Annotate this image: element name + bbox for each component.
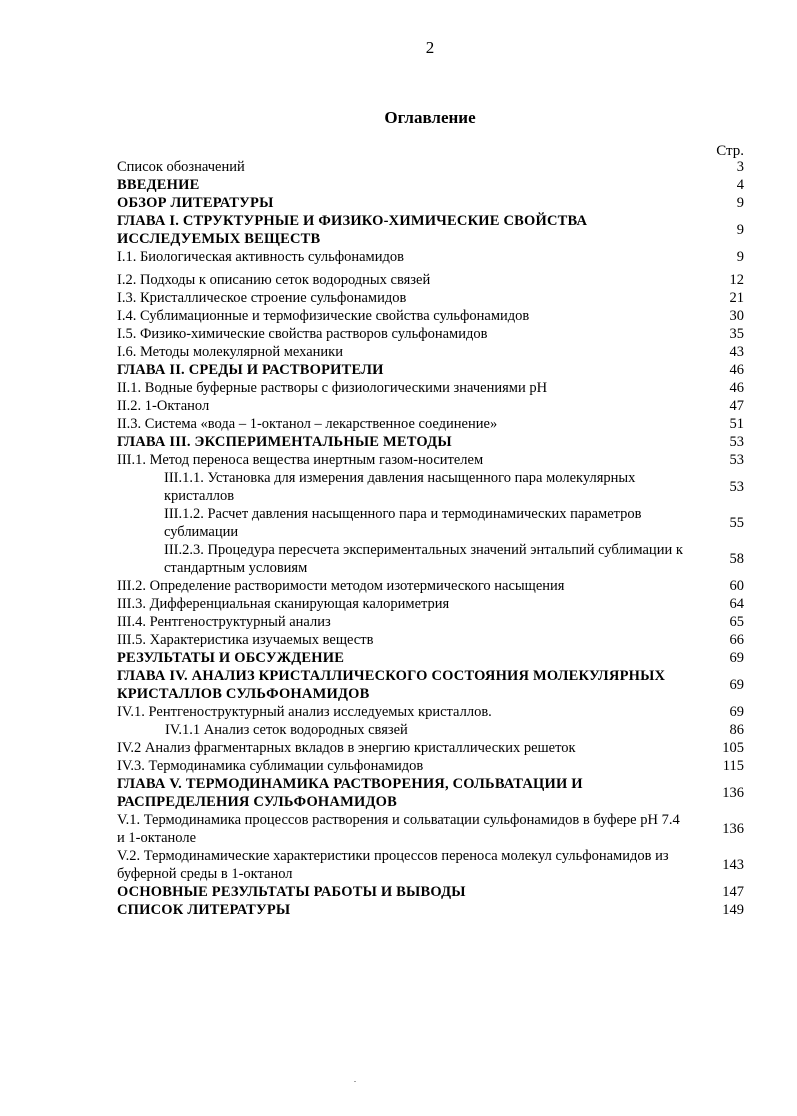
toc-entry-page: 115 xyxy=(722,758,744,774)
toc-entry-page: 147 xyxy=(722,884,744,900)
toc-entry-page: 53 xyxy=(729,479,744,495)
toc-entry xyxy=(117,361,744,379)
toc-entry-title: IV.1. Рентгеноструктурный анализ исследуемых кристаллов. xyxy=(117,704,492,720)
toc-entry-title: III.3. Дифференциальная сканирующая калориметрия xyxy=(117,596,450,612)
toc-entry-page: 12 xyxy=(729,272,744,288)
toc-entry-page: 53 xyxy=(729,452,744,468)
toc-entry xyxy=(117,541,744,577)
toc-entry-title: Список обозначений xyxy=(117,159,245,175)
toc-entry-title: III.1.1. Установка для измерения давления насыщенного пара молекулярных кристаллов xyxy=(164,470,636,504)
toc-entry xyxy=(117,649,744,667)
toc-entry xyxy=(117,289,744,307)
toc-entry-title: I.2. Подходы к описанию сеток водородных связей xyxy=(117,272,431,288)
footer-mark: . xyxy=(354,1075,356,1084)
toc-entry-page: 86 xyxy=(729,722,744,738)
toc-entry xyxy=(117,577,744,595)
toc-entry xyxy=(117,451,744,469)
toc-entry-title: СПИСОК ЛИТЕРАТУРЫ xyxy=(117,902,291,918)
toc-entry xyxy=(117,158,744,176)
toc-entry-title: IV.3. Термодинамика сублимации сульфонамидов xyxy=(117,758,424,774)
toc-entry-title: ГЛАВА IV. АНАЛИЗ КРИСТАЛЛИЧЕСКОГО СОСТОЯНИЯ МОЛЕКУЛЯРНЫХ КРИСТАЛЛОВ СУЛЬФОНАМИДОВ xyxy=(117,668,666,702)
toc-entry-title: V.2. Термодинамические характеристики процессов переноса молекул сульфонамидов из буферной среды в 1-октанол xyxy=(117,848,669,882)
table-of-contents xyxy=(117,158,744,919)
toc-entry-page: 136 xyxy=(722,821,744,837)
toc-entry-page: 64 xyxy=(729,596,744,612)
toc-entry-page: 143 xyxy=(722,857,744,873)
toc-entry xyxy=(117,194,744,212)
toc-entry-title: ГЛАВА III. ЭКСПЕРИМЕНТАЛЬНЫЕ МЕТОДЫ xyxy=(117,434,452,450)
toc-entry-title: III.4. Рентгеноструктурный анализ xyxy=(117,614,331,630)
toc-entry xyxy=(117,343,744,361)
toc-entry-page: 149 xyxy=(722,902,744,918)
toc-entry xyxy=(117,176,744,194)
toc-entry-page: 105 xyxy=(722,740,744,756)
toc-entry xyxy=(117,631,744,649)
toc-entry xyxy=(117,469,744,505)
toc-entry-page: 69 xyxy=(729,650,744,666)
toc-entry-title: III.1. Метод переноса вещества инертным газом-носителем xyxy=(117,452,484,468)
toc-entry xyxy=(117,248,744,266)
toc-entry xyxy=(117,811,744,847)
toc-entry-title: III.2. Определение растворимости методом изотермического насыщения xyxy=(117,578,565,594)
page-column-header: Стр. xyxy=(716,143,744,159)
toc-entry-page: 51 xyxy=(729,416,744,432)
toc-entry-page: 4 xyxy=(736,177,744,193)
toc-entry-title: IV.2 Анализ фрагментарных вкладов в энергию кристаллических решеток xyxy=(117,740,576,756)
toc-entry xyxy=(117,757,744,775)
toc-entry-title: III.5. Характеристика изучаемых веществ xyxy=(117,632,374,648)
toc-entry xyxy=(117,325,744,343)
toc-entry-page: 66 xyxy=(729,632,744,648)
toc-entry-title: III.2.3. Процедура пересчета экспериментальных значений энтальпий сублимации к стандартным условиям xyxy=(164,542,683,576)
toc-entry-title: IV.1.1 Анализ сеток водородных связей xyxy=(165,722,408,738)
toc-entry xyxy=(117,613,744,631)
toc-entry-page: 30 xyxy=(729,308,744,324)
toc-entry xyxy=(117,595,744,613)
toc-entry-title: ГЛАВА I. СТРУКТУРНЫЕ И ФИЗИКО-ХИМИЧЕСКИЕ СВОЙСТВА ИССЛЕДУЕМЫХ ВЕЩЕСТВ xyxy=(117,213,588,247)
toc-entry-title: V.1. Термодинамика процессов растворения и сольватации сульфонамидов в буфере pH 7.4 и 1-октаноле xyxy=(117,812,680,846)
toc-entry xyxy=(117,739,744,757)
toc-entry xyxy=(117,397,744,415)
toc-entry-title: I.1. Биологическая активность сульфонамидов xyxy=(117,249,404,265)
page-number: 2 xyxy=(425,38,435,57)
toc-entry-page: 60 xyxy=(729,578,744,594)
toc-entry-title: II.2. 1-Октанол xyxy=(117,398,210,414)
toc-entry-page: 9 xyxy=(736,222,744,238)
toc-entry-page: 58 xyxy=(729,551,744,567)
toc-entry-page: 21 xyxy=(729,290,744,306)
toc-entry-page: 53 xyxy=(729,434,744,450)
toc-entry-title: I.3. Кристаллическое строение сульфонамидов xyxy=(117,290,407,306)
toc-entry xyxy=(117,847,744,883)
toc-entry xyxy=(117,212,744,248)
toc-entry-title: ВВЕДЕНИЕ xyxy=(117,177,200,193)
toc-entry xyxy=(117,415,744,433)
toc-entry xyxy=(117,667,744,703)
toc-entry-page: 46 xyxy=(729,362,744,378)
toc-entry-title: II.1. Водные буферные растворы с физиологическими значениями pH xyxy=(117,380,548,396)
toc-entry-title: I.6. Методы молекулярной механики xyxy=(117,344,343,360)
toc-entry-title: ГЛАВА V. ТЕРМОДИНАМИКА РАСТВОРЕНИЯ, СОЛЬВАТАЦИИ И РАСПРЕДЕЛЕНИЯ СУЛЬФОНАМИДОВ xyxy=(117,776,583,810)
toc-entry xyxy=(117,901,744,919)
toc-entry-page: 3 xyxy=(736,159,744,175)
toc-entry-page: 69 xyxy=(729,677,744,693)
toc-entry-page: 35 xyxy=(729,326,744,342)
toc-entry-page: 69 xyxy=(729,704,744,720)
toc-entry-page: 9 xyxy=(736,195,744,211)
toc-entry xyxy=(117,307,744,325)
toc-entry-page: 47 xyxy=(729,398,744,414)
toc-entry-title: III.1.2. Расчет давления насыщенного пара и термодинамических параметров сублимации xyxy=(164,506,642,540)
toc-entry xyxy=(117,433,744,451)
toc-entry xyxy=(117,721,744,739)
toc-entry-title: II.3. Система «вода – 1-октанол – лекарственное соединение» xyxy=(117,416,498,432)
toc-entry xyxy=(117,379,744,397)
toc-entry-title: ОБЗОР ЛИТЕРАТУРЫ xyxy=(117,195,274,211)
toc-entry-page: 65 xyxy=(729,614,744,630)
toc-entry xyxy=(117,883,744,901)
toc-entry xyxy=(117,775,744,811)
toc-entry-title: ГЛАВА II. СРЕДЫ И РАСТВОРИТЕЛИ xyxy=(117,362,384,378)
toc-entry xyxy=(117,271,744,289)
toc-entry-title: ОСНОВНЫЕ РЕЗУЛЬТАТЫ РАБОТЫ И ВЫВОДЫ xyxy=(117,884,466,900)
toc-entry-page: 136 xyxy=(722,785,744,801)
toc-entry xyxy=(117,505,744,541)
toc-entry xyxy=(117,703,744,721)
toc-heading: Оглавление xyxy=(384,108,476,127)
toc-entry-page: 43 xyxy=(729,344,744,360)
toc-entry-title: РЕЗУЛЬТАТЫ И ОБСУЖДЕНИЕ xyxy=(117,650,345,666)
toc-entry-page: 9 xyxy=(736,249,744,265)
toc-entry-title: I.5. Физико-химические свойства растворов сульфонамидов xyxy=(117,326,488,342)
toc-entry-page: 55 xyxy=(729,515,744,531)
toc-entry-title: I.4. Сублимационные и термофизические свойства сульфонамидов xyxy=(117,308,530,324)
toc-entry-page: 46 xyxy=(729,380,744,396)
